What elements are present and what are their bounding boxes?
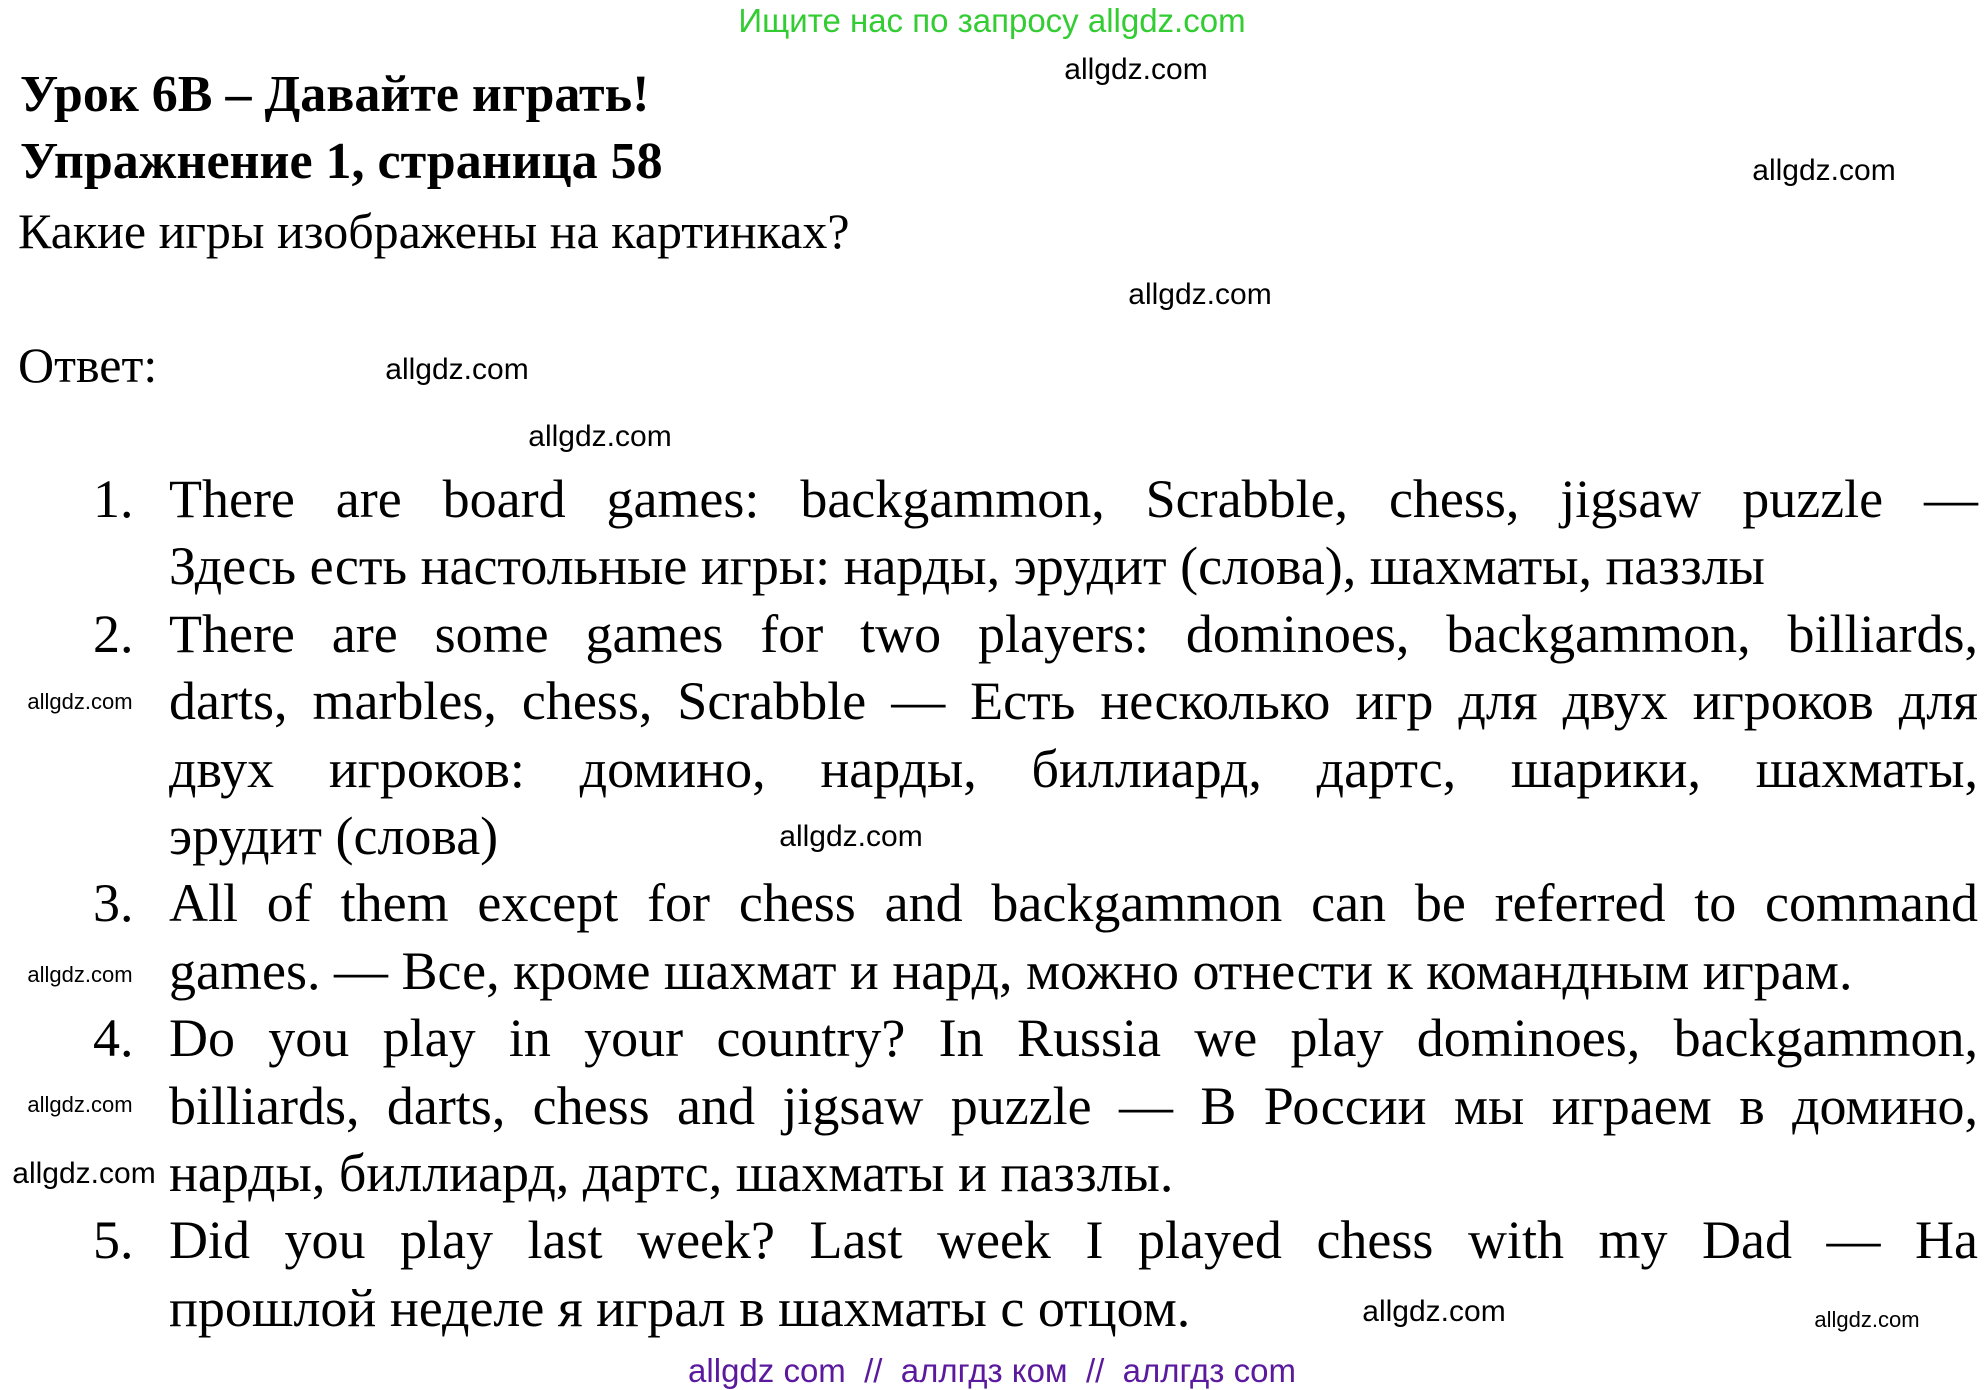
item-line: нарды, биллиард, дартс, шахматы и паззлы.	[169, 1143, 1174, 1204]
list-item	[0, 466, 1984, 601]
item-number: 5.	[93, 1210, 134, 1271]
item-line: games. — Все, кроме шахмат и нард, можно отнести к командным играм.	[169, 940, 1853, 1001]
footer-links: allgdz com // аллгдз ком // аллгдз com	[688, 1352, 1296, 1389]
answer-label: Ответ:	[18, 337, 158, 393]
item-line: billiards, darts, chess and jigsaw puzzle — В России мы играем в домино,	[169, 1075, 1978, 1136]
item-line: There are some games for two players: dominoes, backgammon, billiards,	[169, 603, 1978, 664]
item-line: Did you play last week? Last week I played chess with my Dad — На	[169, 1210, 1978, 1271]
watermark: allgdz.com	[27, 689, 133, 714]
watermark: allgdz.com	[1814, 1307, 1920, 1332]
item-line: эрудит (слова)	[169, 806, 499, 867]
watermark: allgdz.com	[385, 353, 529, 386]
item-number: 2.	[93, 603, 134, 664]
list-item	[0, 870, 1984, 1005]
top-banner: Ищите нас по запросу allgdz.com	[738, 2, 1246, 39]
watermark: allgdz.com	[528, 420, 672, 453]
item-line: All of them except for chess and backgammon can be referred to command	[169, 873, 1978, 934]
exercise-title: Упражнение 1, страница 58	[20, 133, 663, 190]
item-line: прошлой неделе я играл в шахматы с отцом.	[169, 1277, 1191, 1338]
list-item	[0, 1207, 1984, 1342]
watermark: allgdz.com	[1752, 154, 1896, 187]
watermark: allgdz.com	[1128, 278, 1272, 311]
item-line: двух игроков: домино, нарды, биллиард, дартс, шарики, шахматы,	[169, 738, 1978, 799]
item-line: Здесь есть настольные игры: нарды, эрудит (слова), шахматы, паззлы	[169, 536, 1765, 597]
lesson-title: Урок 6B – Давайте играть!	[20, 66, 650, 123]
item-line: There are board games: backgammon, Scrabble, chess, jigsaw puzzle —	[169, 469, 1978, 529]
watermark: allgdz.com	[12, 1157, 156, 1190]
item-number: 1.	[93, 469, 134, 529]
list-item	[0, 601, 1984, 871]
item-number: 4.	[93, 1008, 134, 1069]
item-line: darts, marbles, chess, Scrabble — Есть несколько игр для двух игроков для	[169, 671, 1978, 732]
watermark: allgdz.com	[27, 962, 133, 987]
item-line: Do you play in your country? In Russia we play dominoes, backgammon,	[169, 1008, 1978, 1069]
watermark: allgdz.com	[779, 820, 923, 853]
answer-list	[0, 466, 1984, 1342]
watermark: allgdz.com	[1064, 53, 1208, 86]
question: Какие игры изображены на картинках?	[18, 203, 850, 259]
item-number: 3.	[93, 873, 134, 934]
watermark: allgdz.com	[27, 1092, 133, 1117]
list-item	[0, 1005, 1984, 1207]
watermark: allgdz.com	[1362, 1295, 1506, 1328]
